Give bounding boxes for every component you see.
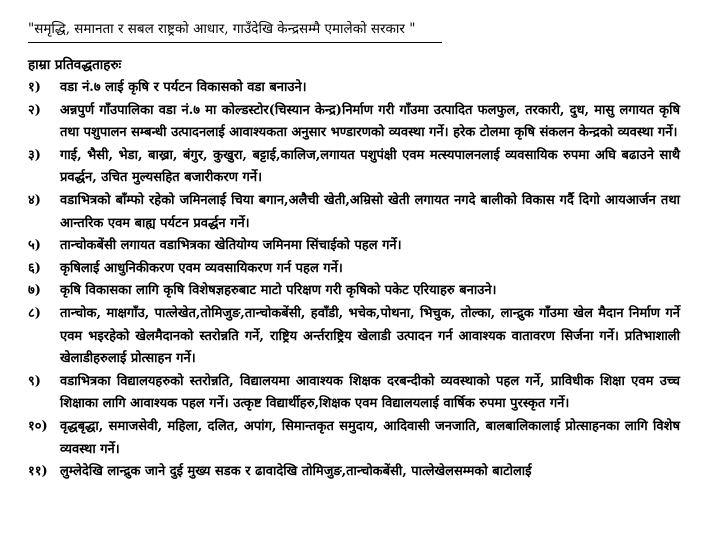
commitments-list: [28, 77, 680, 484]
item-number: १०): [28, 418, 48, 434]
list-item: [28, 416, 680, 461]
item-number: २): [28, 102, 41, 118]
item-text: कृषि विकासका लागि कृषि विशेषज्ञहरुबाट माटो परिक्षण गरी कृषिको पकेट एरियाहरु बनाउने।: [60, 283, 497, 299]
item-text: कृषिलाई आधुनिकीकरण एवम व्यवसायिकरण गर्न पहल गर्ने।: [60, 260, 343, 276]
slogan-underline: [28, 42, 442, 43]
list-item: [28, 303, 680, 371]
item-number: ६): [28, 260, 41, 276]
item-number: ५): [28, 238, 41, 254]
item-text: लुम्लेदेखि लान्द्रुक जाने दुई मुख्य सडक र ढावादेखि तोमिजुङ,तान्चोकबेंसी, पात्लेखेलसम्मको बाटोलाई: [60, 464, 532, 480]
item-number: १): [28, 80, 41, 95]
list-item: [28, 280, 680, 303]
item-text: वडा नं.७ लाई कृषि र पर्यटन विकासको वडा बनाउने।: [60, 80, 307, 95]
commitments-heading: हाम्रा प्रतिवद्धताहरुः: [28, 57, 122, 73]
item-number: ११): [28, 464, 48, 480]
item-text: तान्चोक, माक्षगाँउ, पात्लेखेत,तोमिजुङ,तान्चोकबेंसी, हवाँडी, भचेक,पोथना, भिचुक, तोल्का, लान्द्रुक गाँउमा खेल मैदान निर्माण गर्ने एवम भइरहेको खेलमैदानको स्तरोन्नति गर्ने, राष्ट्रिय अर्न्तराष्ट्रिय खेलाडी उत्पादन गर्न आवाश्यक वातावरण सिर्जना गर्ने। प्रतिभाशाली खेलाडीहरुलाई प्रोत्साहन गर्ने।: [60, 305, 680, 367]
list-item: [28, 235, 680, 258]
item-number: ८): [28, 305, 41, 321]
item-number: ९): [28, 373, 41, 389]
manifesto-document: [28, 18, 680, 484]
list-item: [28, 371, 680, 416]
item-text: तान्चोकबेंसी लगायत वडाभित्रका खेतियोग्य जमिनमा सिंचाईको पहल गर्ने।: [60, 238, 402, 254]
item-number: ३): [28, 147, 41, 163]
list-item: [28, 190, 680, 235]
slogan: "समृद्धि, समानता र सबल राष्ट्रको आधार, गाउँदेखि केन्द्रसम्मै एमालेको सरकार ": [28, 21, 416, 37]
list-item: [28, 145, 680, 190]
item-text: वृद्धबृद्धा, समाजसेवी, महिला, दलित, अपांग, सिमान्तकृत समुदाय, आदिवासी जनजाति, बालबालिकालाई प्रोत्साहनका लागि विशेष व्यवस्था गर्ने।: [60, 418, 680, 457]
item-number: ७): [28, 283, 41, 299]
item-text: गाई, भैसी, भेडा, बाख्रा, बंगुर, कुखुरा, बट्टाई,कालिज,लगायत पशुपंक्षी एवम मत्स्यपालनलाई व्यवसायिक रुपमा अघि बढाउने साथै प्रवर्द्धन, उचित मुल्यसहित बजारीकरण गर्ने।: [60, 147, 680, 186]
list-item: [28, 258, 680, 281]
item-text: वडाभित्रका विद्यालयहरुको स्तरोन्नति, विद्यालयमा आवाश्यक शिक्षक दरबन्दीको व्यवस्थाको पहल गर्ने, प्राविधीक शिक्षा एवम उच्च शिक्षाका लागि आवाश्यक पहल गर्ने। उत्कृष्ट विद्यार्थीहरु,शिक्षक एवम विद्यालयलाई वार्षिक रुपमा पुरस्कृत गर्ने।: [60, 373, 680, 412]
item-text: वडाभित्रको बाँम्फो रहेको जमिनलाई चिया बगान,अलैची खेती,अम्रिसो खेती लगायत नगदे बालीको विकास गर्दै दिगो आयआर्जन तथा आन्तरिक एवम बाह्य पर्यटन प्रवर्द्धन गर्ने।: [60, 192, 680, 231]
list-item: [28, 100, 680, 145]
list-item: [28, 461, 680, 484]
list-item: [28, 77, 680, 100]
item-text: अन्नपुर्ण गाँउपालिका वडा नं.७ मा कोल्डस्टोर(चिस्यान केन्द्र)निर्माण गरी गाँउमा उत्पादित फलफुल, तरकारी, दुध, मासु लगायत कृषि तथा पशुपालन सम्बन्धी उत्पादनलाई आवाश्यकता अनुसार भण्डारणको व्यवस्था गर्ने। हरेक टोलमा कृषि संकलन केन्द्रको व्यवस्था गर्ने।: [60, 102, 680, 141]
item-number: ४): [28, 192, 41, 208]
